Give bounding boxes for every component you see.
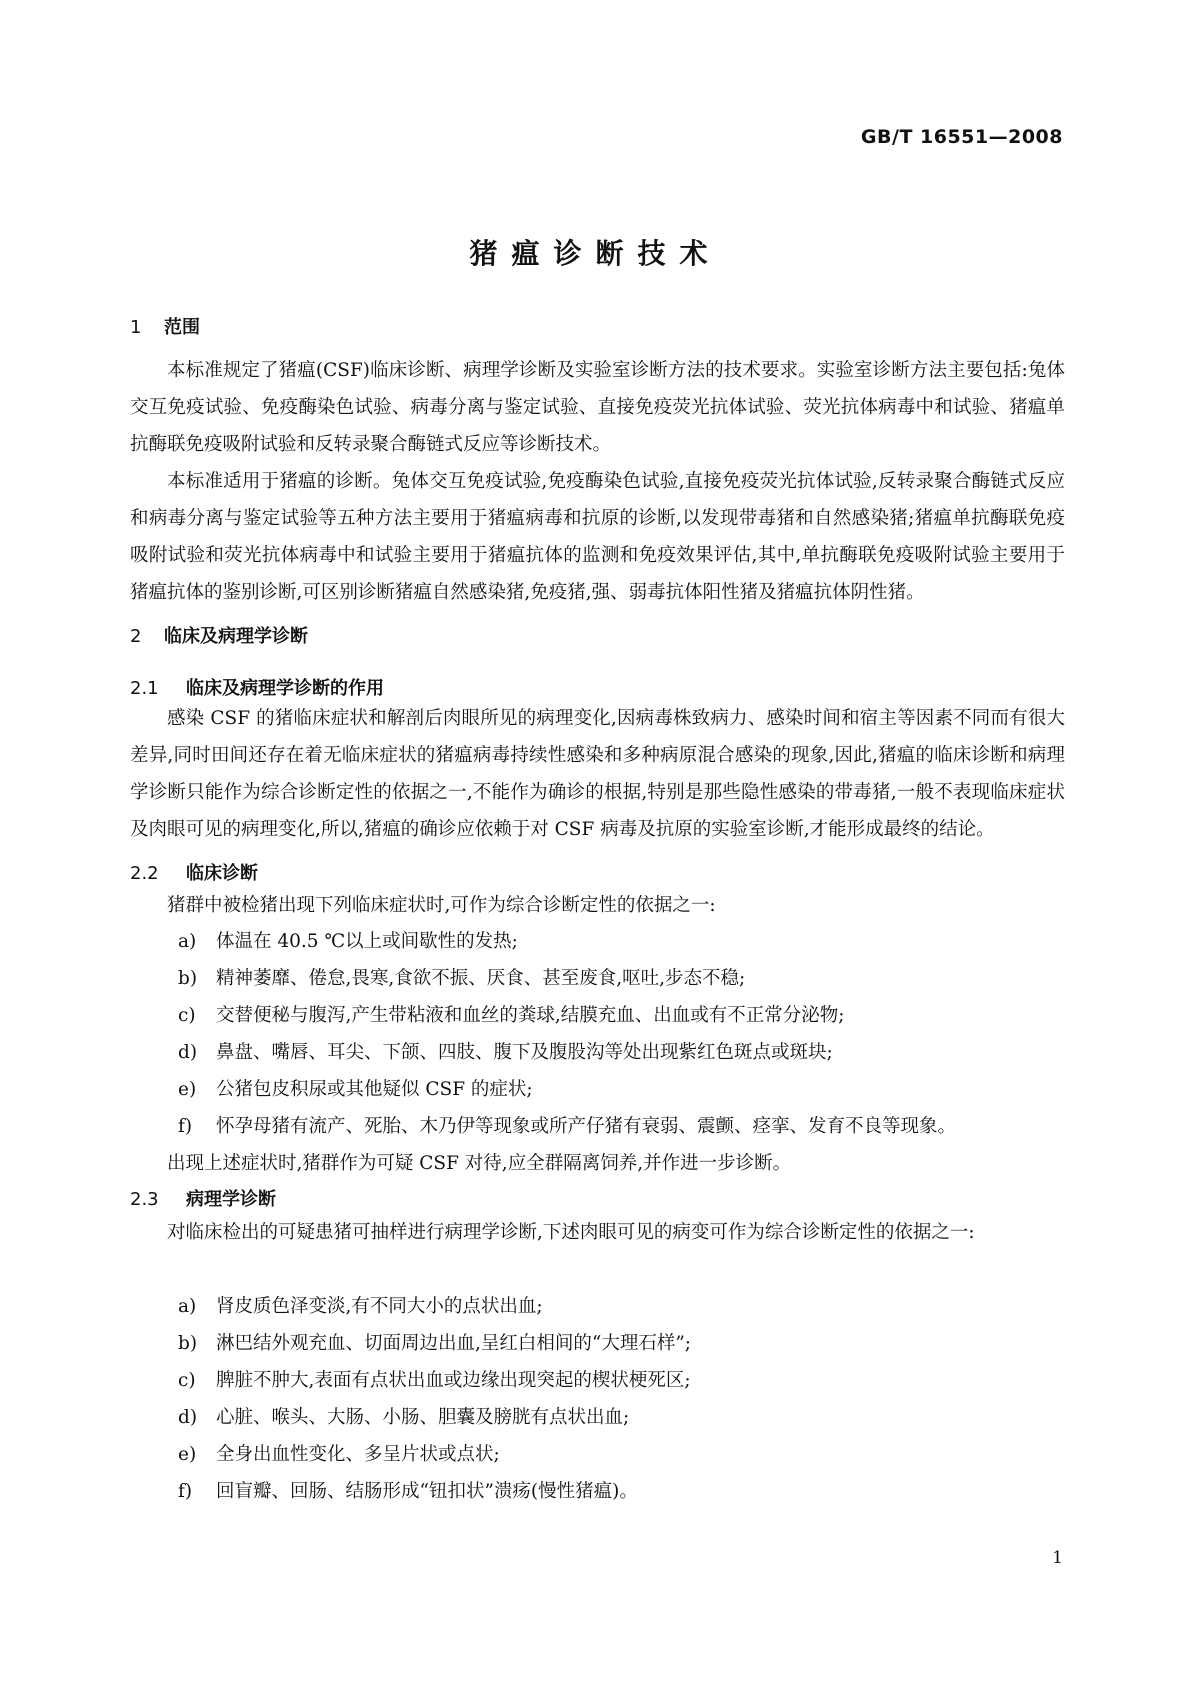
section-title: 临床及病理学诊断 (164, 626, 308, 647)
paragraph-scope-2: 本标准适用于猪瘟的诊断。兔体交互免疫试验,免疫酶染色试验,直接免疫荧光抗体试验,反转录聚合酶链式反应和病毒分离与鉴定试验等五种方法主要用于猪瘟病毒和抗原的诊断,以发现带毒猪和自然感染猪;猪瘟单抗酶联免疫吸附试验和荧光抗体病毒中和试验主要用于猪瘟抗体的监测和免疫效果评估,其中,单抗酶联免疫吸附试验主要用于猪瘟抗体的鉴别诊断,可区别诊断猪瘟自然感染猪,免疫猪,强、弱毒抗体阳性猪及猪瘟抗体阴性猪。 (130, 471, 1065, 603)
list-item-text: 公猪包皮积尿或其他疑似 CSF 的症状; (216, 1079, 533, 1100)
list-item-text: 体温在 40.5 ℃以上或间歇性的发热; (216, 931, 518, 952)
section-number: 2.2 (130, 863, 159, 884)
paragraph-2-2-closing: 出现上述症状时,猪群作为可疑 CSF 对待,应全群隔离饲养,并作进一步诊断。 (167, 1153, 792, 1174)
list-item (178, 1436, 500, 1473)
section-title: 病理学诊断 (186, 1189, 276, 1210)
list-marker: f) (178, 1481, 193, 1502)
list-item (178, 997, 845, 1034)
section-heading-2 (130, 622, 308, 652)
paragraph-2-2-intro: 猪群中被检猪出现下列临床症状时,可作为综合诊断定性的依据之一: (167, 895, 716, 916)
list-marker: c) (178, 1005, 196, 1026)
list-item (178, 1362, 691, 1399)
list-marker: d) (178, 1042, 198, 1063)
document-title: 猪瘟诊断技术 (469, 237, 722, 270)
list-marker: d) (178, 1407, 198, 1428)
paragraph-scope-1: 本标准规定了猪瘟(CSF)临床诊断、病理学诊断及实验室诊断方法的技术要求。实验室诊断方法主要包括:兔体交互免疫试验、免疫酶染色试验、病毒分离与鉴定试验、直接免疫荧光抗体试验、荧光抗体病毒中和试验、猪瘟单抗酶联免疫吸附试验和反转录聚合酶链式反应等诊断技术。 (130, 360, 1065, 455)
paragraph-2-1: 感染 CSF 的猪临床症状和解剖后肉眼所见的病理变化,因病毒株致病力、感染时间和宿主等因素不同而有很大差异,同时田间还存在着无临床症状的猪瘟病毒持续性感染和多种病原混合感染的现象,因此,猪瘟的临床诊断和病理学诊断只能作为综合诊断定性的依据之一,不能作为确诊的根据,特别是那些隐性感染的带毒猪,一般不表现临床症状及肉眼可见的病理变化,所以,猪瘟的确诊应依赖于对 CSF 病毒及抗原的实验室诊断,才能形成最终的结论。 (130, 708, 1065, 840)
list-item (178, 1108, 956, 1145)
list-item (178, 1071, 533, 1108)
list-item-text: 淋巴结外观充血、切面周边出血,呈红白相间的“大理石样”; (216, 1333, 692, 1354)
list-item (178, 1288, 543, 1325)
list-item-text: 鼻盘、嘴唇、耳尖、下颌、四肢、腹下及腹股沟等处出现紫红色斑点或斑块; (216, 1042, 833, 1063)
list-marker: e) (178, 1444, 197, 1465)
list-marker: a) (178, 931, 197, 952)
section-title: 临床诊断 (186, 863, 258, 884)
section-number: 2.3 (130, 1189, 159, 1210)
list-marker: f) (178, 1116, 193, 1137)
list-item (178, 923, 518, 960)
list-item (178, 960, 745, 997)
list-item-text: 精神萎靡、倦怠,畏寒,食欲不振、厌食、甚至废食,呕吐,步态不稳; (216, 968, 746, 989)
section-heading-1 (130, 313, 200, 343)
list-marker: c) (178, 1370, 196, 1391)
page-number: 1 (1052, 1548, 1063, 1568)
list-item-text: 交替便秘与腹泻,产生带粘液和血丝的粪球,结膜充血、出血或有不正常分泌物; (216, 1005, 845, 1026)
list-item-text: 肾皮质色泽变淡,有不同大小的点状出血; (216, 1296, 543, 1317)
list-marker: b) (178, 968, 198, 989)
list-item-text: 脾脏不肿大,表面有点状出血或边缘出现突起的楔状梗死区; (216, 1370, 691, 1391)
list-item (178, 1399, 629, 1436)
section-number: 1 (130, 317, 142, 338)
list-item-text: 全身出血性变化、多呈片状或点状; (216, 1444, 500, 1465)
subsection-heading-2-3 (130, 1185, 276, 1215)
section-title: 临床及病理学诊断的作用 (186, 678, 384, 699)
list-item (178, 1473, 638, 1510)
list-item-text: 回盲瓣、回肠、结肠形成“钮扣状”溃疡(慢性猪瘟)。 (216, 1481, 638, 1502)
list-item (178, 1034, 833, 1071)
list-marker: b) (178, 1333, 198, 1354)
list-marker: e) (178, 1079, 197, 1100)
subsection-heading-2-2 (130, 859, 258, 889)
list-item (178, 1325, 691, 1362)
list-marker: a) (178, 1296, 197, 1317)
list-item-text: 怀孕母猪有流产、死胎、木乃伊等现象或所产仔猪有衰弱、震颤、痉挛、发育不良等现象。 (216, 1116, 957, 1137)
list-item-text: 心脏、喉头、大肠、小肠、胆囊及膀胱有点状出血; (216, 1407, 630, 1428)
standard-code: GB/T 16551—2008 (860, 126, 1063, 148)
paragraph-2-3-intro: 对临床检出的可疑患猪可抽样进行病理学诊断,下述肉眼可见的病变可作为综合诊断定性的依据之一: (167, 1222, 975, 1243)
section-number: 2.1 (130, 678, 159, 699)
section-number: 2 (130, 626, 142, 647)
section-title: 范围 (164, 317, 200, 338)
